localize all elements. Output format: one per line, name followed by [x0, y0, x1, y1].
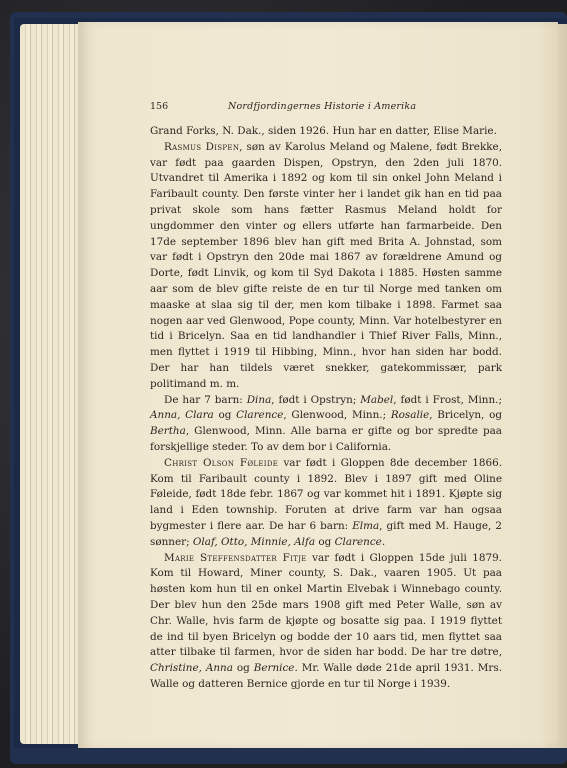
text-run: var født i Gloppen 15de juli 1879. Kom til Howard, Miner county, S. Dak., vaaren 1905. Ut paa høsten kom hun til en onkel Martin Elvebak i Winnebago county. Der blev hun den 25de mars 1908 gift med Peter Walle, søn av Chr. Walle, hvis farm de kjøpte og bosatte sig paa. I 1919 flyttet de ind til byen Bricelyn og bodde der 10 aars tid, men flyttet saa atter tilbake til farmen, hvor de siden har bodd. De har tre døtre,: [150, 551, 502, 659]
child-name-italic: Clarence: [334, 535, 382, 548]
text-run: , født i Opstryn;: [271, 393, 361, 406]
text-run: var født i Gloppen 8de december 1866. Kom til Faribault county i 1892. Blev i 1897 gift med Oline Føleide, født 18de febr. 1867 og var kommet hit i 1891. Kjøpte sig land i Eden township. Foruten at drive farm var han ogsaa bygmester i flere aar. De har 6 barn:: [150, 456, 502, 532]
paragraph: [150, 456, 502, 551]
child-name-italic: Anna, Clara: [150, 409, 214, 422]
child-name-italic: Olaf, Otto, Minnie, Alfa: [192, 535, 316, 548]
text-run: , Bricelyn, og: [429, 409, 502, 422]
person-name-smallcaps: Marie Steffensdatter Fitje: [164, 551, 307, 564]
paragraph: [150, 140, 502, 393]
body-text: [150, 124, 502, 693]
child-name-italic: Bernice: [253, 662, 295, 675]
text-run: , søn av Karolus Meland og Malene, født Brekke, var født paa gaarden Dispen, Opstryn, den 2den juli 1870. Utvandret til Amerika i 1892 og kom til sin onkel John Meland i Faribault county. Den første vinter her i landet gik han en tid paa privat skole som hans fætter Rasmus Meland holdt for ungdommer den vinter og ellers utførte han farmarbeide. Den 17de september 1896 blev han gift med Brita A. Johnstad, som var født i Opstryn den 20de mai 1867 av forældrene Amund og Dorte, født Linvik, og kom til Syd Dakota i 1885. Høsten samme aar som de blev gifte reiste de en tur til Norge med tanken om maaske at slaa sig til der, men kom tilbake i 1898. Farmet saa nogen aar ved Glenwood, Pope county, Minn. Var hotelbestyrer en tid i Bricelyn. Saa en tid landhandler i Thief River Falls, Minn., men flyttet i 1919 til Hibbing, Minn., hvor han siden har bodd. Der har han tildels været snekker, gatekommissær, park politimand m. m.: [150, 140, 502, 390]
child-name-italic: Rosalie: [390, 409, 430, 422]
page-number: 156: [150, 101, 169, 112]
text-run: og: [315, 535, 335, 548]
text-run: , Glenwood, Minn.;: [283, 409, 391, 422]
paragraph: [150, 551, 502, 693]
person-name-smallcaps: Rasmus Dispen: [164, 140, 240, 153]
text-run: , Glenwood, Minn. Alle barna er gifte og bor spredte paa forskjellige steder. To av dem bor i California.: [150, 425, 502, 453]
text-run: og: [232, 662, 254, 675]
text-run: , født i Frost, Minn.;: [393, 393, 502, 406]
paragraph: [150, 124, 502, 140]
text-run: . Mr. Walle døde 21de april 1931. Mrs. Walle og datteren Bernice gjorde en tur til Norge i 1939.: [150, 662, 503, 690]
page-header: [150, 101, 502, 112]
text-run: og: [213, 409, 237, 422]
page-text-block: [150, 101, 502, 693]
running-title: Nordfjordingernes Historie i Amerika: [228, 101, 417, 112]
child-name-italic: Bertha: [150, 425, 186, 438]
child-name-italic: Clarence: [236, 409, 284, 422]
text-run: Grand Forks, N. Dak., siden 1926. Hun har en datter, Elise Marie.: [150, 125, 497, 137]
text-run: .: [381, 535, 386, 548]
text-run: , gift med M. Hauge, 2 sønner;: [150, 519, 502, 548]
person-name-smallcaps: Christ Olson Føleide: [164, 456, 279, 469]
child-name-italic: Mabel: [360, 393, 394, 406]
child-name-italic: Elma: [352, 519, 380, 532]
text-run: De har 7 barn:: [164, 393, 247, 406]
child-name-italic: Dina: [246, 393, 272, 406]
child-name-italic: Christine, Anna: [150, 662, 233, 675]
paragraph: [150, 393, 502, 456]
